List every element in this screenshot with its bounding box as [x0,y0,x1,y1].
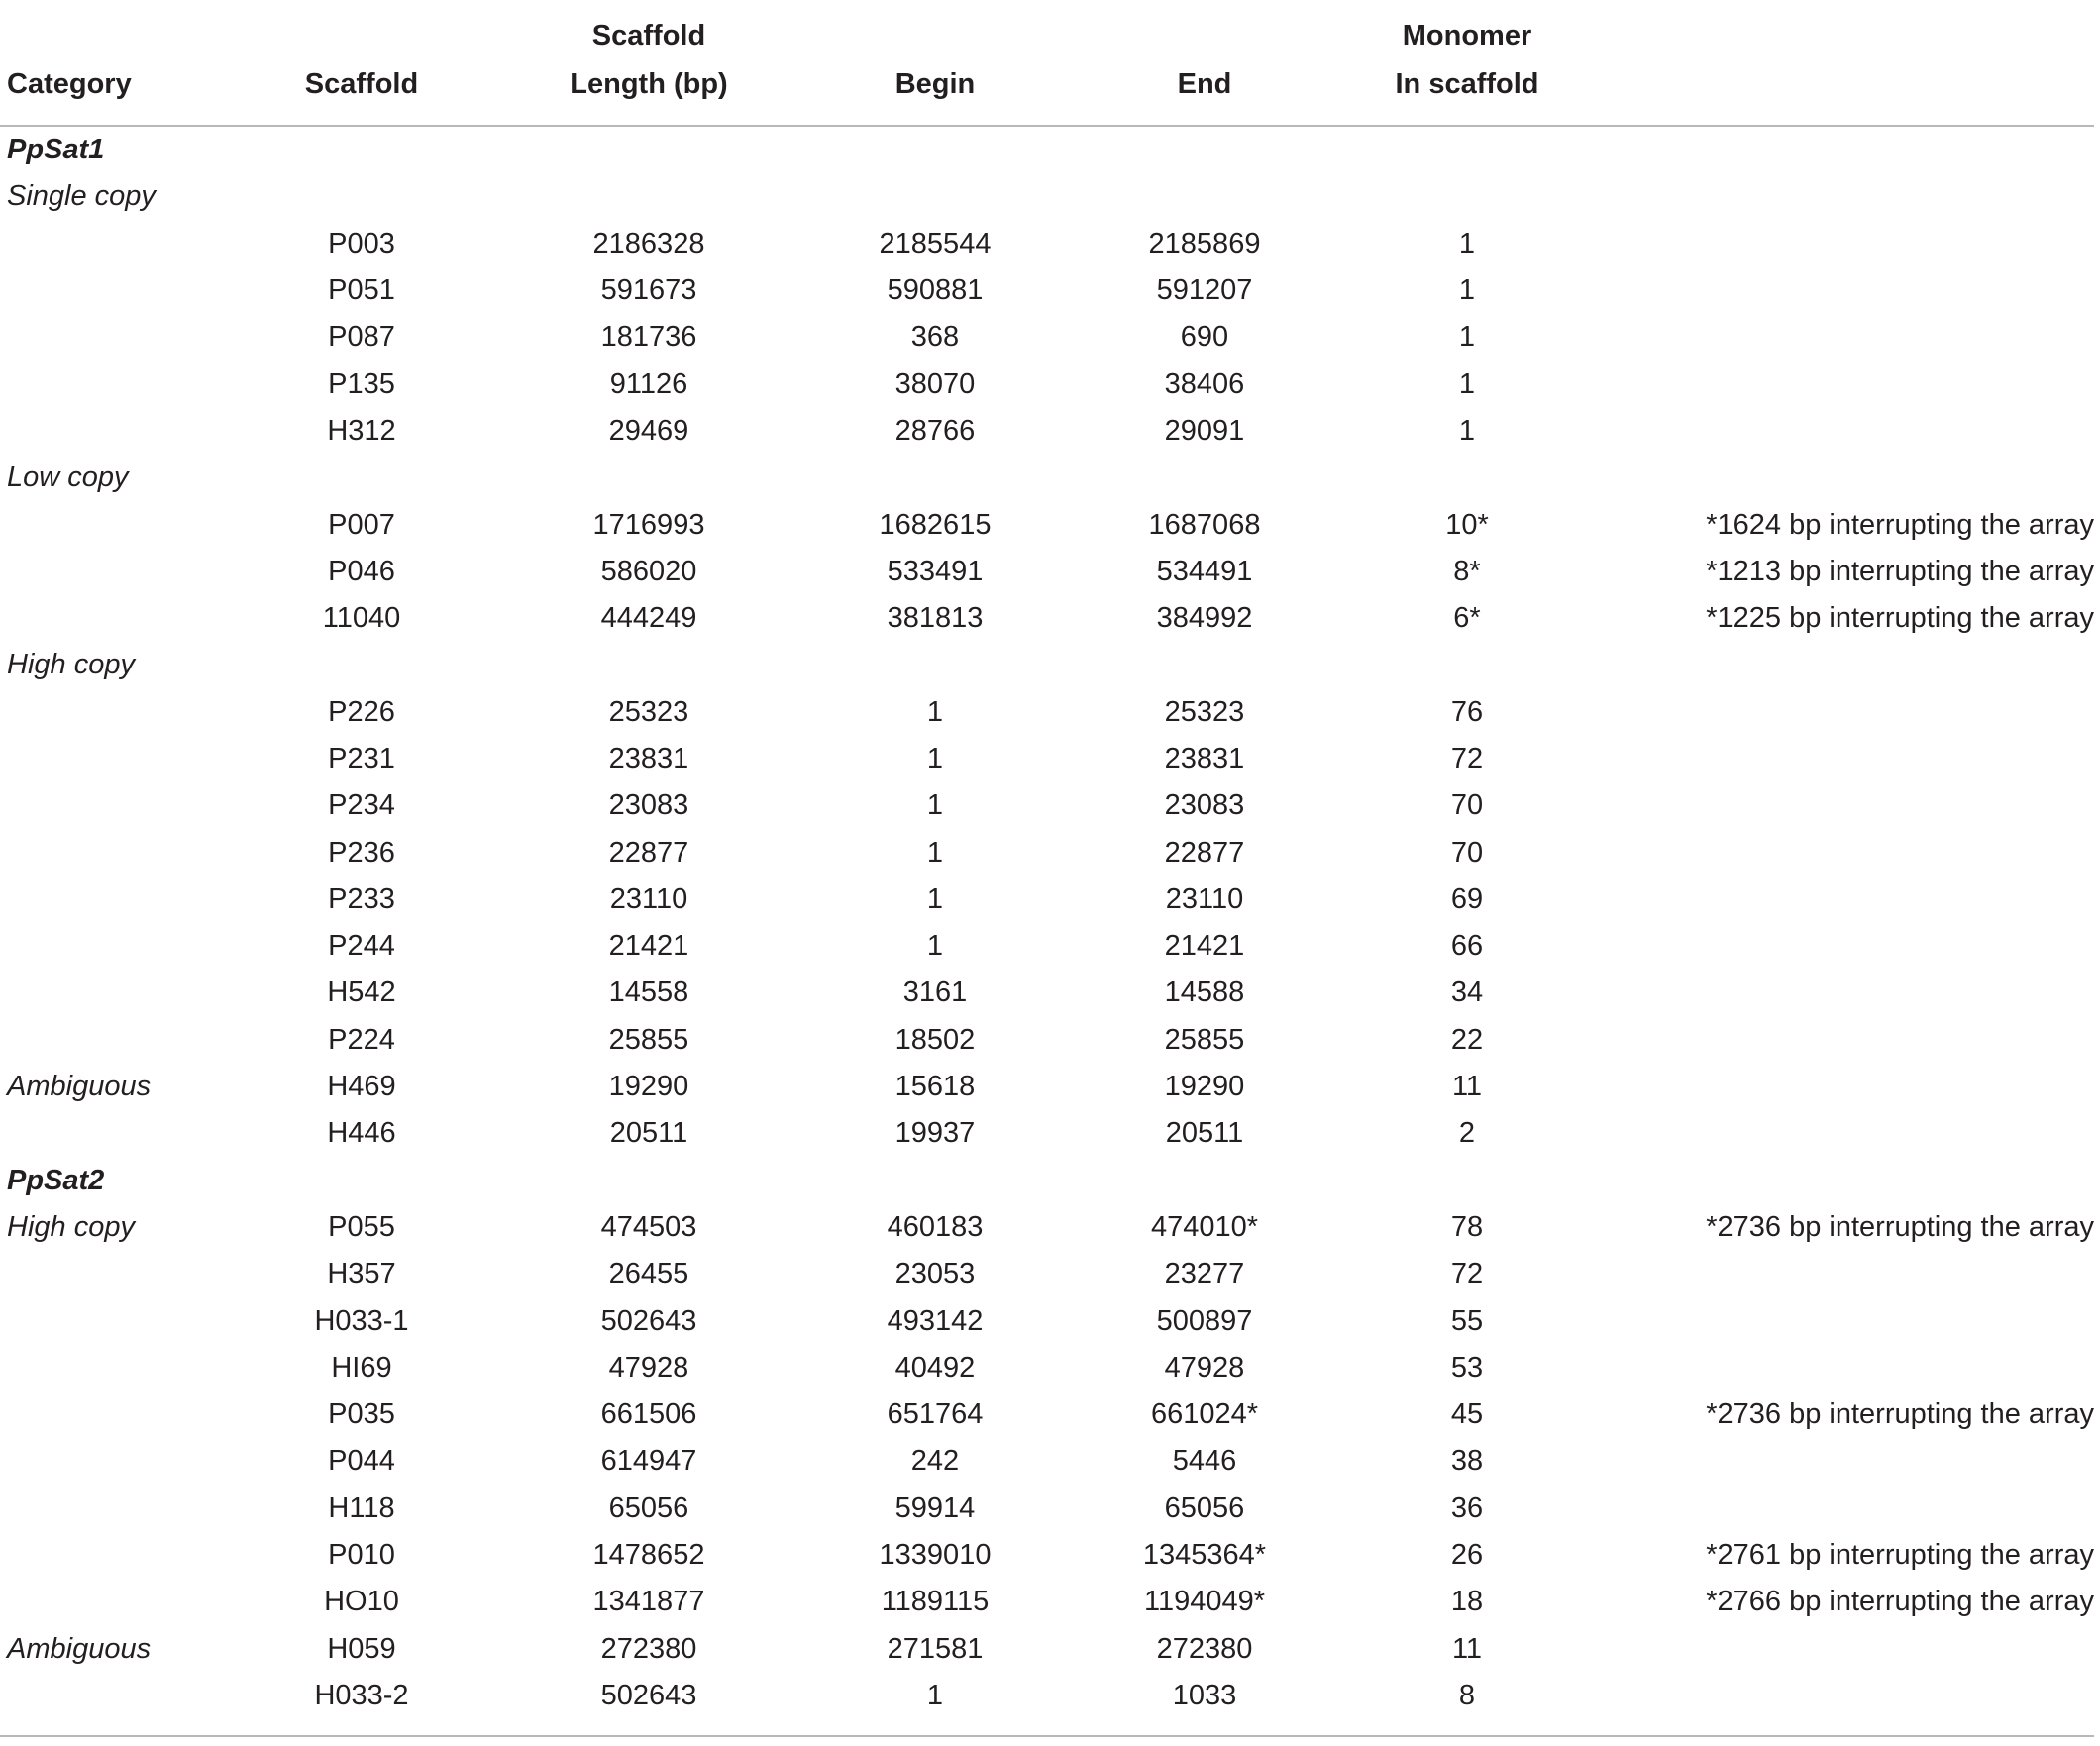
scaffold-cell: H033-1 [314,1304,409,1337]
end-cell: 23831 [1164,743,1245,774]
header-row-bottom [0,59,2094,126]
category-cell: High copy [7,1210,135,1243]
category-cell [0,1438,255,1485]
end-cell: 25855 [1164,1023,1245,1056]
monomer-cell: 53 [1450,1351,1484,1384]
header-row-top [0,0,2094,59]
monomer-cell: 78 [1450,1210,1484,1243]
category-cell [0,1673,255,1719]
note-cell [1566,1438,2094,1485]
table-bottom-rule [0,1735,2094,1737]
group-heading-row [0,126,2094,173]
scaffold-cell: HO10 [324,1586,399,1618]
length-cell: 502643 [600,1679,697,1711]
length-cell: 20511 [609,1117,688,1150]
note-cell [1566,970,2094,1016]
end-cell: 23277 [1164,1258,1245,1290]
monomer-cell: 1 [1458,321,1476,354]
begin-cell: 1 [926,743,944,774]
monomer-cell: 22 [1450,1023,1484,1056]
scaffold-cell: H033-2 [314,1679,409,1711]
length-cell: 47928 [608,1351,689,1384]
length-cell: 1716993 [592,508,705,541]
group-heading-row [0,1158,2094,1204]
table-row [0,267,2094,314]
end-cell: 23083 [1164,789,1245,822]
note-cell [1566,221,2094,267]
note-cell: *2736 bp interrupting the array [1706,1398,2094,1431]
note-cell [1566,736,2094,782]
category-cell [0,923,255,970]
scaffold-cell: H469 [327,1071,396,1103]
begin-cell: 533491 [887,555,984,587]
table-row [0,1017,2094,1064]
scaffold-cell: H446 [327,1117,396,1150]
end-cell: 2185869 [1148,227,1261,259]
empty-cell [1041,173,1368,220]
category-cell [0,595,255,642]
empty-cell [1041,1158,1368,1204]
category-cell [0,408,255,455]
subcategory-label: Low copy [7,462,129,494]
table-row [0,1673,2094,1719]
monomer-cell: 70 [1450,836,1484,869]
length-cell: 614947 [600,1445,697,1478]
empty-cell [1566,173,2094,220]
scaffold-cell: P231 [328,743,395,774]
end-cell: 19290 [1164,1071,1245,1103]
end-cell: 14588 [1164,976,1245,1009]
monomer-cell: 8 [1458,1679,1476,1711]
table-row [0,1532,2094,1579]
empty-cell [1566,126,2094,173]
table-header [0,0,2094,126]
table-row [0,1297,2094,1344]
empty-cell [1368,173,1566,220]
note-cell [1566,1110,2094,1157]
begin-cell: 19937 [894,1117,976,1150]
note-cell [1566,923,2094,970]
scaffold-cell: P224 [328,1023,395,1056]
scaffold-cell: P236 [328,836,395,869]
monomer-cell: 76 [1450,695,1484,728]
header-monomer-bottom: In scaffold [1368,59,1566,126]
table-row [0,221,2094,267]
begin-cell: 3161 [902,976,968,1009]
group-heading: PpSat1 [7,134,105,166]
end-cell: 272380 [1156,1632,1253,1665]
subcategory-label: Single copy [7,180,156,213]
begin-cell: 493142 [887,1304,984,1337]
end-cell: 384992 [1156,602,1253,635]
note-cell [1566,1251,2094,1297]
monomer-cell: 69 [1450,882,1484,915]
empty-cell [1368,126,1566,173]
end-cell: 591207 [1156,274,1253,307]
end-cell: 661024* [1150,1398,1259,1431]
scaffold-cell: P051 [328,274,395,307]
begin-cell: 1189115 [881,1586,990,1618]
note-cell: *1225 bp interrupting the array [1706,602,2094,635]
note-cell: *2761 bp interrupting the array [1706,1539,2094,1572]
table-row [0,1064,2094,1110]
monomer-cell: 36 [1450,1491,1484,1524]
header-scaffold-length-bottom: Length (bp) [469,59,829,126]
length-cell: 586020 [600,555,697,587]
scaffold-cell: P007 [328,508,395,541]
empty-cell [829,642,1041,688]
note-cell [1566,1017,2094,1064]
end-cell: 20511 [1165,1117,1244,1150]
end-cell: 25323 [1164,695,1245,728]
note-cell [1566,1486,2094,1532]
empty-cell [255,455,469,501]
empty-cell [829,455,1041,501]
note-cell [1566,829,2094,875]
note-cell [1566,1345,2094,1391]
monomer-cell: 2 [1458,1117,1476,1150]
empty-cell [255,1158,469,1204]
empty-cell [829,1158,1041,1204]
length-cell: 2186328 [592,227,705,259]
length-cell: 502643 [600,1304,697,1337]
begin-cell: 2185544 [879,227,992,259]
end-cell: 5446 [1172,1445,1237,1478]
length-cell: 23083 [608,789,689,822]
begin-cell: 651764 [887,1398,984,1431]
begin-cell: 1339010 [879,1539,992,1572]
scaffold-cell: H118 [328,1491,395,1524]
empty-cell [1566,1158,2094,1204]
empty-cell [255,642,469,688]
table-row [0,1438,2094,1485]
header-scaffold-length-top: Scaffold [591,20,706,51]
begin-cell: 1 [926,695,944,728]
category-cell [0,221,255,267]
end-cell: 1345364* [1142,1539,1267,1572]
scaffold-cell: P135 [328,367,395,400]
scaffold-cell: H312 [327,414,396,447]
table-row [0,501,2094,548]
end-cell: 690 [1180,321,1229,354]
length-cell: 23110 [609,882,688,915]
subcategory-label: High copy [7,649,135,681]
scaffold-cell: P035 [328,1398,395,1431]
monomer-cell: 26 [1450,1539,1484,1572]
monomer-cell: 66 [1450,930,1484,963]
note-cell: *2766 bp interrupting the array [1706,1586,2094,1618]
empty-cell [1566,455,2094,501]
table-row [0,923,2094,970]
category-cell [0,267,255,314]
end-cell: 22877 [1164,836,1245,869]
scaffold-cell: 11040 [322,602,401,635]
end-cell: 29091 [1164,414,1245,447]
category-cell [0,1110,255,1157]
category-cell [0,1345,255,1391]
category-cell [0,1297,255,1344]
category-cell [0,314,255,360]
monomer-cell: 72 [1450,1258,1484,1290]
category-cell [0,829,255,875]
table-row [0,1204,2094,1251]
end-cell: 1687068 [1148,508,1261,541]
category-cell [0,1251,255,1297]
header-empty [1566,59,2094,126]
monomer-cell: 1 [1458,227,1476,259]
header-empty [0,0,255,59]
end-cell: 65056 [1164,1491,1245,1524]
note-cell: *2736 bp interrupting the array [1706,1210,2094,1243]
scaffold-cell: H357 [327,1258,396,1290]
note-cell [1566,408,2094,455]
category-cell: Ambiguous [7,1071,152,1103]
length-cell: 26455 [608,1258,689,1290]
length-cell: 21421 [608,930,689,963]
begin-cell: 1 [926,836,944,869]
begin-cell: 59914 [894,1491,976,1524]
table-row [0,549,2094,595]
scaffold-cell: P055 [328,1210,395,1243]
begin-cell: 1 [926,882,944,915]
empty-cell [1368,642,1566,688]
begin-cell: 28766 [894,414,976,447]
end-cell: 23110 [1165,882,1244,915]
category-cell [0,1579,255,1625]
table-row [0,736,2094,782]
table-row [0,1579,2094,1625]
begin-cell: 1 [926,930,944,963]
group-heading: PpSat2 [7,1164,105,1196]
end-cell: 1194049* [1143,1586,1266,1618]
note-cell [1566,314,2094,360]
end-cell: 534491 [1156,555,1253,587]
note-cell [1566,267,2094,314]
end-cell: 1033 [1172,1679,1237,1711]
empty-cell [469,455,829,501]
header-empty [255,0,469,59]
monomer-cell: 1 [1458,367,1476,400]
empty-cell [1041,126,1368,173]
empty-cell [469,126,829,173]
monomer-cell: 11 [1451,1071,1483,1103]
empty-cell [469,173,829,220]
begin-cell: 1 [926,1679,944,1711]
scaffold-cell: P003 [328,227,395,259]
category-cell [0,689,255,736]
empty-cell [1041,642,1368,688]
empty-cell [1566,642,2094,688]
subcategory-row [0,642,2094,688]
note-cell [1566,782,2094,829]
begin-cell: 271581 [887,1632,984,1665]
empty-cell [469,1158,829,1204]
end-cell: 500897 [1156,1304,1253,1337]
table-body [0,126,2094,1719]
monomer-cell: 6* [1453,602,1481,635]
table-row [0,1486,2094,1532]
begin-cell: 460183 [887,1210,984,1243]
header-monomer-top: Monomer [1402,20,1532,51]
header-begin: Begin [829,59,1041,126]
begin-cell: 18502 [894,1023,976,1056]
monomer-cell: 34 [1450,976,1484,1009]
scaffold-cell: P234 [328,789,395,822]
length-cell: 474503 [600,1210,697,1243]
header-end: End [1041,59,1368,126]
length-cell: 19290 [608,1071,689,1103]
length-cell: 591673 [600,274,697,307]
category-cell [0,1017,255,1064]
empty-cell [255,173,469,220]
begin-cell: 368 [910,321,960,354]
empty-cell [829,173,1041,220]
scaffold-cell: P233 [328,882,395,915]
monomer-cell: 72 [1450,743,1484,774]
category-cell [0,549,255,595]
table-row [0,1626,2094,1673]
category-cell [0,876,255,923]
category-cell [0,970,255,1016]
table-row [0,314,2094,360]
monomer-cell: 70 [1450,789,1484,822]
table-row [0,876,2094,923]
empty-cell [1368,455,1566,501]
monomer-cell: 11 [1451,1632,1483,1665]
table-row [0,1391,2094,1438]
note-cell [1566,876,2094,923]
end-cell: 474010* [1150,1210,1259,1243]
end-cell: 38406 [1164,367,1245,400]
length-cell: 25855 [608,1023,689,1056]
note-cell: *1213 bp interrupting the array [1706,555,2094,587]
scaffold-cell: P046 [328,555,395,587]
length-cell: 22877 [608,836,689,869]
scaffold-cell: P087 [328,321,395,354]
scaffold-cell: P226 [328,695,395,728]
header-category: Category [0,59,255,126]
length-cell: 1478652 [592,1539,705,1572]
header-scaffold: Scaffold [255,59,469,126]
length-cell: 23831 [608,743,689,774]
note-cell [1566,1064,2094,1110]
begin-cell: 381813 [887,602,984,635]
end-cell: 47928 [1164,1351,1245,1384]
begin-cell: 38070 [894,367,976,400]
length-cell: 65056 [608,1491,689,1524]
length-cell: 444249 [600,602,697,635]
monomer-cell: 18 [1450,1586,1484,1618]
length-cell: 14558 [608,976,689,1009]
empty-cell [1041,455,1368,501]
table-row [0,689,2094,736]
length-cell: 1341877 [592,1586,705,1618]
subcategory-row [0,173,2094,220]
note-cell [1566,1626,2094,1673]
length-cell: 272380 [600,1632,697,1665]
table-row [0,360,2094,407]
category-cell [0,1532,255,1579]
category-cell: Ambiguous [7,1632,152,1665]
category-cell [0,736,255,782]
begin-cell: 23053 [894,1258,976,1290]
scaffold-cell: HI69 [331,1351,392,1384]
monomer-cell: 1 [1458,274,1476,307]
monomer-cell: 38 [1450,1445,1484,1478]
monomer-cell: 45 [1450,1398,1484,1431]
empty-cell [1368,1158,1566,1204]
scaffold-cell: P044 [328,1445,395,1478]
length-cell: 25323 [608,695,689,728]
length-cell: 29469 [608,414,689,447]
table-row [0,829,2094,875]
empty-cell [255,126,469,173]
begin-cell: 15618 [894,1071,976,1103]
header-empty [1566,0,2094,59]
scaffold-cell: P244 [328,930,395,963]
table-row [0,1110,2094,1157]
category-cell [0,1391,255,1438]
monomer-cell: 10* [1445,508,1489,541]
table-row [0,1345,2094,1391]
category-cell [0,782,255,829]
length-cell: 91126 [609,367,688,400]
note-cell [1566,689,2094,736]
header-empty [829,0,1041,59]
category-cell [0,360,255,407]
monomer-cell: 8* [1453,555,1481,587]
scaffold-cell: P010 [328,1539,395,1572]
scaffold-cell: H542 [327,976,396,1009]
empty-cell [829,126,1041,173]
note-cell: *1624 bp interrupting the array [1706,508,2094,541]
length-cell: 181736 [600,321,697,354]
monomer-cell: 1 [1458,414,1476,447]
header-empty [1041,0,1368,59]
begin-cell: 242 [910,1445,960,1478]
table-row [0,970,2094,1016]
table-row [0,408,2094,455]
category-cell [0,1486,255,1532]
length-cell: 661506 [600,1398,697,1431]
empty-cell [469,642,829,688]
note-cell [1566,1673,2094,1719]
monomer-cell: 55 [1450,1304,1484,1337]
table-row [0,782,2094,829]
note-cell [1566,360,2094,407]
subcategory-row [0,455,2094,501]
scaffold-cell: H059 [327,1632,396,1665]
end-cell: 21421 [1164,930,1245,963]
begin-cell: 40492 [894,1351,976,1384]
category-cell [0,501,255,548]
note-cell [1566,1297,2094,1344]
begin-cell: 590881 [887,274,984,307]
begin-cell: 1 [926,789,944,822]
table-row [0,595,2094,642]
begin-cell: 1682615 [879,508,992,541]
table-row [0,1251,2094,1297]
